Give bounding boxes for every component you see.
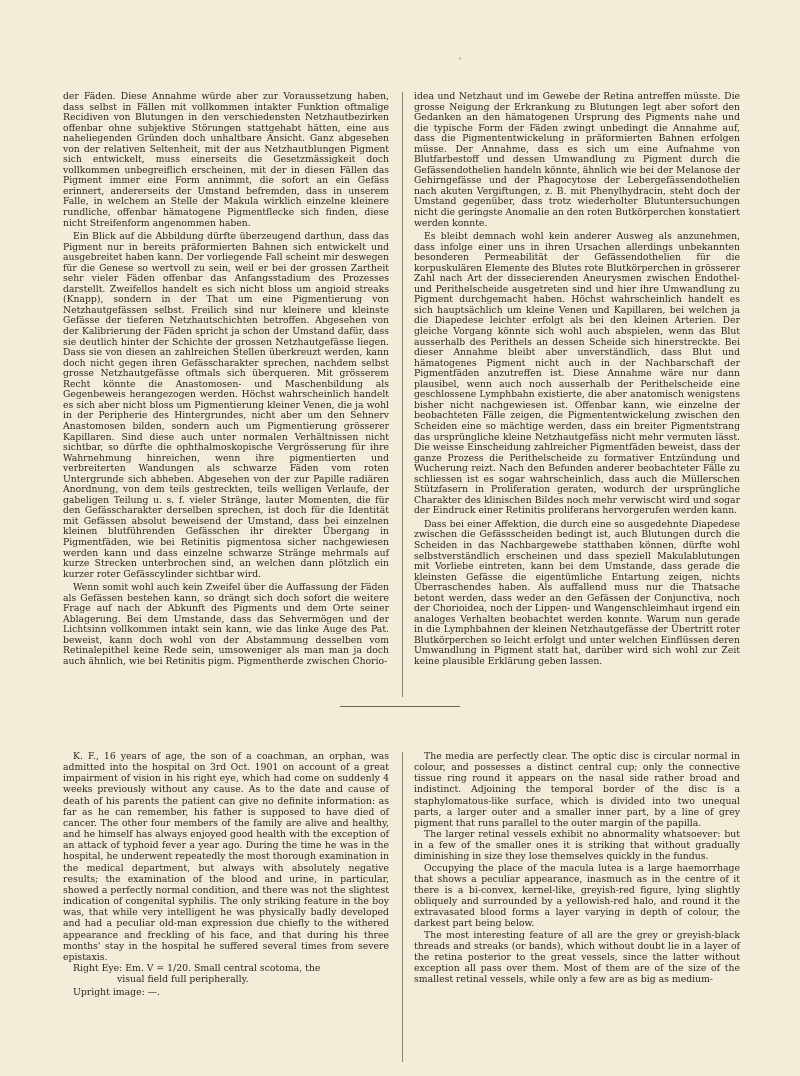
column-divider xyxy=(402,92,403,697)
paragraph: Ein Blick auf die Abbildung dürfte überzeugend darthun, dass das Pigment nur in bereits präformierten Bahnen sich entwickelt und ausgebreitet haben kann. Der vorliegende Fall scheint mir deswegen für die Genese so wertvoll zu sein, weil er bei der grossen Zartheit sehr vieler Fäden offenbar das Anfangsstadium des Prozesses darstellt. Zweifellos handelt es sich nicht bloss um angioid streaks (Knapp), sondern in der That um eine Pigmentierung von Netzhautgefässen selbst. Freilich sind nur kleinere und kleinste Gefässe der tieferen Netzhautschichten betroffen. Abgesehen von der Kalibrierung der Fäden spricht ja schon der Umstand dafür, dass sie deutlich hinter der Schichte der grossen Netzhautgefässe liegen. Dass sie von diesen an zahlreichen Stellen überkreuzt werden, kann doch nicht gegen ihren Gefässcharakter sprechen, nachdem selbst grosse Netzhautgefässe oftmals sich überqueren. Mit grösserem Recht könnte die Anastomosen- und Maschenbildung als Gegenbeweis herangezogen werden. Höchst wahrscheinlich handelt es sich aber nicht bloss um Pigmentierung kleiner Venen, die ja wohl in der Peripherie des Hintergrundes, nicht aber um den Sehnerv Anastomosen bilden, sondern auch um Pigmentierung grösserer Kapillaren. Sind diese auch unter normalen Verhältnissen nicht sichtbar, so dürfte die ophthalmoskopische Vergrösserung für ihre Wahrnehmung hinreichen, wenn ihre pigmentierten und verbreiterten Wandungen als schwarze Fäden vom roten Untergrunde sich abheben. Abgesehen von der zur Papille radiären Anordnung, von dem teils gestreckten, teils welligen Verlaufe, der gabeligen Teilung u. s. f. vieler Stränge, lauter Momenten, die für den Gefässcharakter derselben sprechen, ist doch für die Identität mit Gefässen absolut beweisend der Umstand, dass bei einzelnen kleinen blutführenden Gefässchen ihr direkter Übergang in Pigmentfäden, wie bei Retinitis pigmentosa sicher nachgewiesen werden kann und dass einzelne schwarze Stränge mehrmals auf kurze Strecken unterbrochen sind, an welchen dann plötzlich ein kurzer roter Gefässcylinder sichtbar wird. xyxy=(63,231,389,580)
german-column-right xyxy=(414,92,740,668)
right-eye-line xyxy=(63,963,389,985)
english-column-left xyxy=(63,751,389,998)
german-column-left xyxy=(63,92,389,668)
section-rule xyxy=(340,706,460,707)
paragraph: idea und Netzhaut und im Gewebe der Retina antreffen müsste. Die grosse Neigung der Erkrankung zu Blutungen legt aber sofort den Gedanken an den hämatogenen Ursprung des Pigments nahe und die typische Form der Fäden zwingt unbedingt die Annahme auf, dass die Pigmententwickelung in präformierten Bahnen erfolgen müsse. Der Annahme, dass es sich um eine Aufnahme von Blutfarbestoff und dessen Umwandlung zu Pigment durch die Gefässendothelien handeln könnte, ähnlich wie bei der Melanose der Gehirngefässe und der Phagocytose der Lebergefässendothelien nach akuten Vergiftungen, z. B. mit Phenylhydracin, steht doch der Umstand gegenüber, dass trotz wiederholter Blutuntersuchungen nicht die geringste Anomalie an den roten Butkörperchen konstatiert werden konnte. xyxy=(414,91,740,229)
paragraph: der Fäden. Diese Annahme würde aber zur Voraussetzung haben, dass selbst in Fällen mit vollkommen intakter Funktion oftmalige Recidiven von Blutungen in den verschiedensten Netzhautbezirken offenbar ohne subjektive Störungen stattgehabt hätten, eine aus naheliegenden Gründen doch unhaltbare Ansicht. Ganz abgesehen von der relativen Seltenheit, mit der aus Netzhautblungen Pigment sich entwickelt, muss einerseits die Gesetzmässigkeit doch vollkommen unbegreiflich erscheinen, mit der in diesen Fällen das Pigment immer eine Form annimmt, die sofort an ein Gefäss erinnert, andererseits der Umstand befremden, dass in unserem Falle, in welchem an Stelle der Makula wirklich einzelne kleinere rundliche, offenbar hämatogene Pigmentflecke sich finden, diese nicht Streifenform angenommen haben. xyxy=(63,91,389,229)
paragraph: K. F., 16 years of age, the son of a coachman, an orphan, was admitted into the hospital on 3rd Oct. 1901 on account of a great impairment of vision in his right eye, which had come on suddenly 4 weeks previously without any cause. As to the date and cause of death of his parents the patient can give no definite information: as far as he can remember, his father is supposed to have died of cancer. The other four members of the family are alive and healthy, and he himself has always enjoyed good health with the exception of an attack of typhoid fever a year ago. During the time he was in the hospital, he underwent repeatedly the most thorough examination in the medical department, but always with absolutely negative results; the examination of the blood and urine, in particular, showed a perfectly normal condition, and there was not the slightest indication of congenital syphilis. The only striking feature in the boy was, that while very intelligent he was physically badly developed and had a peculiar old-man expression due chiefly to the withered appearance and freckling of his face, and that during his three months' stay in the hospital he suffered several times from severe epistaxis. xyxy=(63,751,389,963)
paragraph: Occupying the place of the macula lutea is a large haemorrhage that shows a peculiar appearance, inasmuch as in the centre of it there is a bi-convex, kernel-like, greyish-red figure, lying slightly obliquely and surrounded by a yellowish-red halo, and round it the extravasated blood forms a layer varying in depth of colour, the darkest part being below. xyxy=(414,862,740,930)
scan-mark: ˋ xyxy=(458,58,463,69)
paragraph: Wenn somit wohl auch kein Zweifel über die Auffassung der Fäden als Gefässen bestehen kann, so drängt sich doch sofort die weitere Frage auf nach der Abkunft des Pigments und dem Orte seiner Ablagerung. Bei dem Umstande, dass das Sehvermögen und der Lichtsinn vollkommen intakt sein kann, wie das linke Auge des Pat. beweist, kann doch wohl von der Abstammung desselben vom Retinalepithel keine Rede sein, umsoweniger als man man ja doch auch ähnlich, wie bei Retinitis pigm. Pigmentherde zwischen Chorio- xyxy=(63,582,389,667)
english-column-right xyxy=(414,751,740,985)
paragraph: The most interesting feature of all are the grey or greyish-black threads and streaks (or bands), which without doubt lie in a layer of the retina posterior to the great vessels, since the latter without exception all pass over them. Most of them are of the size of the smallest retinal vessels, while only a few are as big as medium- xyxy=(414,929,740,986)
paragraph: Es bleibt demnach wohl kein anderer Ausweg als anzunehmen, dass infolge einer uns in ihren Ursachen allerdings unbekannten besonderen Permeabilität der Gefässendothelien für die korpuskulären Elemente des Blutes rote Blutkörperchen in grösserer Zahl nach Art der dissecierenden Aneurysmen zwischen Endothel- und Perithelscheide ausgetreten sind und hier ihre Umwandlung zu Pigment durchgemacht haben. Höchst wahrscheinlich handelt es sich hauptsächlich um kleine Venen und Kapillaren, bei welchen ja die Diapedese leichter erfolgt als bei den kleinen Arterien. Der gleiche Vorgang könnte sich wohl auch abspielen, wenn das Blut ausserhalb des Perithels an dessen Scheide sich hinerstreckte. Bei dieser Annahme bleibt aber unverständlich, dass Blut und hämatogenes Pigment nicht auch in der Nachbarschaft der Pigmentfäden anzutreffen ist. Diese Annahme wäre nur dann plausibel, wenn auch noch ausserhalb der Perithelscheide eine geschlossene Lymphbahn existierte, die aber anatomisch wenigstens bisher nicht nachgewiesen ist. Offenbar kann, wie einzelne der beobachteten Fälle zeigen, die Pigmententwickelung zwischen den Scheiden eine so mächtige werden, dass ein breiter Pigmentstrang das ursprüngliche kleine Netzhautgefäss nicht mehr vermuten lässt. Die weisse Einscheidung zahlreicher Pigmentfäden beweist, dass der ganze Prozess die Perithelscheide zu formativer Entzündung und Wucherung reizt. Nach den Befunden anderer beobachteter Fälle zu schliessen ist es sogar wahrscheinlich, dass auch die Müllerschen Stützfasern in Proliferation geraten, wodurch der ursprüngliche Charakter des klinischen Bildes noch mehr verwischt wird und sogar der Eindruck einer Retinitis proliferans hervorgerufen werden kann. xyxy=(414,231,740,517)
column-divider xyxy=(402,752,403,1062)
paragraph: The larger retinal vessels exhibit no abnormality whatsoever: but in a few of the smaller ones it is striking that without gradually diminishing in size they lose themselves quickly in the fundus. xyxy=(414,829,740,863)
upright-image-line: Upright image: —. xyxy=(73,987,160,999)
right-eye-continuation: visual field full peripherally. xyxy=(117,974,249,986)
paragraph: Dass bei einer Affektion, die durch eine so ausgedehnte Diapedese zwischen die Gefässscheiden bedingt ist, auch Blutungen durch die Scheiden in das Nachbargewebe statthaben können, dürfte wohl selbstverständlich erscheinen und dass speziell Makulablutungen mit Vorliebe eintreten, kann bei dem Umstande, dass gerade die kleinsten Gefässe die eigentümliche Entartung zeigen, nichts Überraschendes haben. Als auffallend muss nur die Thatsache betont werden, dass weder an den Gefässen der Conjunctiva, noch der Chorioidea, noch der Lippen- und Wangenschleimhaut irgend ein analoges Verhalten beobachtet werden konnte. Warum nun gerade in die Lymphbahnen der kleinen Netzhautgefässe der Übertritt roter Blutkörperchen so leicht erfolgt und unter welchen Einflüssen deren Umwandlung in Pigment statt hat, darüber wird sich wohl zur Zeit keine plausible Erklärung geben lassen. xyxy=(414,518,740,667)
right-eye-text: Right Eye: Em. V = 1/20. Small central scotoma, the xyxy=(73,962,321,974)
paragraph: The media are perfectly clear. The optic disc is circular normal in colour, and possesses a distinct central cup; only the connective tissue ring round it appears on the nasal side rather broad and indistinct. Adjoining the temporal border of the disc is a staphylomatous-like surface, which is divided into two unequal parts, a larger outer and a smaller inner part, by a line of grey pigment that runs parallel to the outer margin of the papilla. xyxy=(414,751,740,829)
